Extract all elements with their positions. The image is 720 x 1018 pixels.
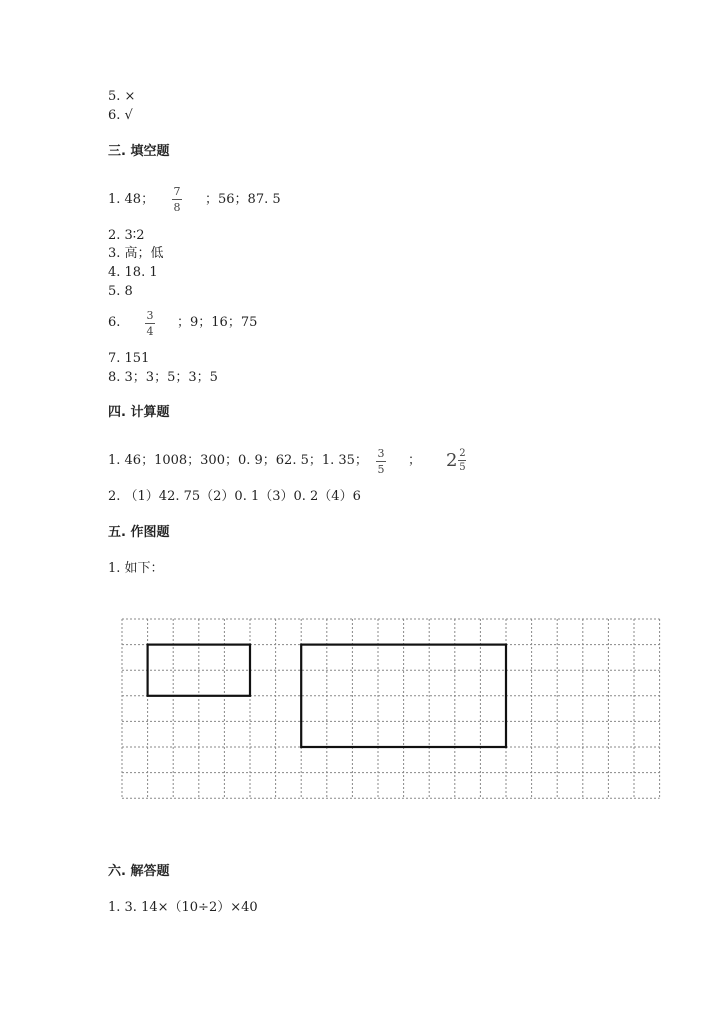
section-6-title: 六. 解答题 <box>108 864 170 879</box>
calc-answer-2: 2. （1）42. 75（2）0. 1（3）0. 2（4）6 <box>108 489 361 504</box>
fill-answer-1-suffix: ；56；87. 5 <box>205 192 281 207</box>
judgement-answer-5: 5. × <box>108 89 136 104</box>
section-5-title: 五. 作图题 <box>108 525 170 540</box>
fraction-denominator: 4 <box>146 325 154 338</box>
fraction-denominator: 5 <box>377 463 385 476</box>
fill-answer-8: 8. 3；3；5；3；5 <box>108 370 218 385</box>
solve-answer-1: 1. 3. 14×（10÷2）×40 <box>108 900 258 915</box>
section-4-title: 四. 计算题 <box>108 405 170 420</box>
fraction-numerator: 7 <box>173 185 181 198</box>
mixed-whole: 2 <box>446 449 458 471</box>
calc-answer-1-separator: ； <box>408 453 422 468</box>
fill-answer-1-prefix: 1. 48； <box>108 192 155 207</box>
fraction-denominator: 8 <box>173 201 181 214</box>
fill-answer-7: 7. 151 <box>108 351 150 366</box>
fraction-numerator: 2 <box>459 448 466 459</box>
grid-lines <box>122 619 660 798</box>
fill-answer-5: 5. 8 <box>108 284 133 299</box>
fraction-denominator: 5 <box>459 462 466 473</box>
fill-answer-6-suffix: ；9；16；75 <box>177 315 258 330</box>
fill-answer-2: 2. 3∶2 <box>108 228 145 243</box>
fraction-numerator: 3 <box>377 447 385 460</box>
fill-answer-4: 4. 18. 1 <box>108 265 158 280</box>
fraction-numerator: 3 <box>146 309 154 322</box>
drawing-answer-1: 1. 如下： <box>108 561 164 576</box>
fill-answer-3: 3. 高；低 <box>108 246 164 261</box>
section-3-title: 三. 填空题 <box>108 144 170 159</box>
fill-answer-6-prefix: 6. <box>108 315 121 330</box>
calc-answer-1-prefix: 1. 46；1008；300；0. 9；62. 5；1. 35； <box>108 453 368 468</box>
judgement-answer-6: 6. √ <box>108 108 133 123</box>
